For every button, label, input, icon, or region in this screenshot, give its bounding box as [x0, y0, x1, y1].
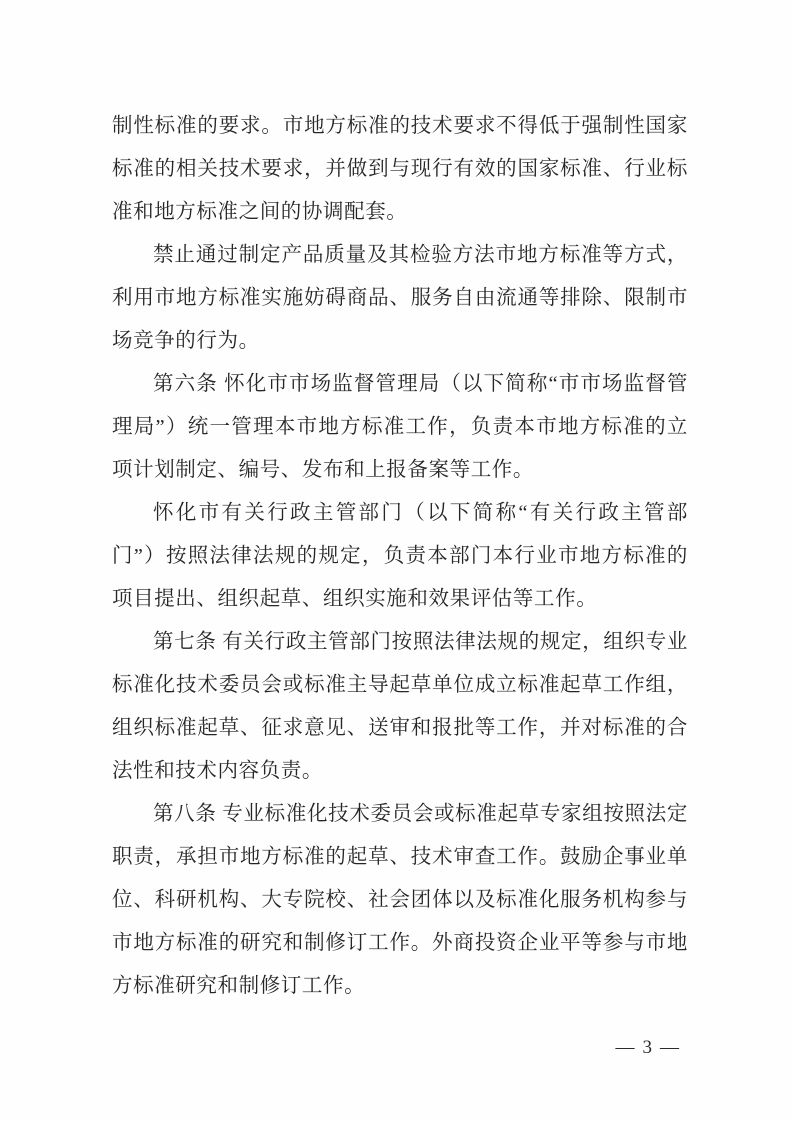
page-footer — [0, 1037, 681, 1059]
paragraph-continuation: 制性标准的要求。市地方标准的技术要求不得低于强制性国家标准的相关技术要求，并做到与现行有效的国家标准、行业标准和地方标准之间的协调配套。 — [112, 115, 688, 223]
page-number-prefix: — — [615, 1037, 637, 1058]
paragraph-departments: 怀化市有关行政主管部门（以下简称“有关行政主管部门”）按照法律法规的规定，负责本部门本行业市地方标准的项目提出、组织起草、组织实施和效果评估等工作。 — [112, 502, 688, 610]
paragraph-article-eight: 第八条 专业标准化技术委员会或标准起草专家组按照法定职责，承担市地方标准的起草、技术审查工作。鼓励企事业单位、科研机构、大专院校、社会团体以及标准化服务机构参与市地方标准的研究和制修订工作。外商投资企业平等参与市地方标准研究和制修订工作。 — [112, 803, 688, 997]
paragraph-prohibition: 禁止通过制定产品质量及其检验方法市地方标准等方式，利用市地方标准实施妨碍商品、服务自由流通等排除、限制市场竞争的行为。 — [112, 244, 688, 352]
page-number-suffix: — — [660, 1037, 681, 1058]
page-number-value: 3 — [642, 1037, 654, 1058]
document-body — [112, 105, 688, 1008]
paragraph-article-seven: 第七条 有关行政主管部门按照法律法规的规定，组织专业标准化技术委员会或标准主导起草单位成立标准起草工作组，组织标准起草、征求意见、送审和报批等工作，并对标准的合法性和技术内容负责。 — [112, 631, 688, 782]
paragraph-article-six: 第六条 怀化市市场监督管理局（以下简称“市市场监督管理局”）统一管理本市地方标准工作，负责本市地方标准的立项计划制定、编号、发布和上报备案等工作。 — [112, 373, 688, 481]
